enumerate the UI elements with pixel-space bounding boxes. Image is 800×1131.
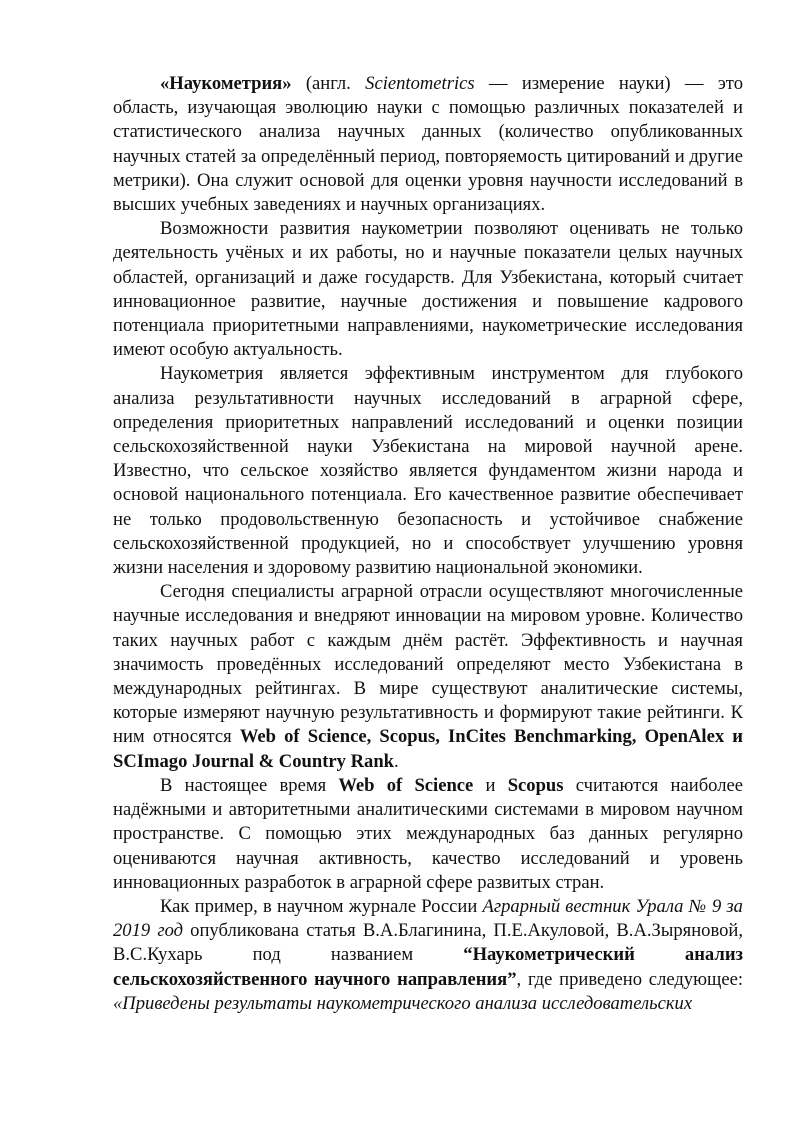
wos-scopus-lead: В настоящее время: [160, 774, 339, 796]
analytical-systems-intro: Сегодня специалисты аграрной отрасли осуществляют многочисленные научные исследования и внедряют инновации на мировом уровне. Количество таких научных работ с каждым днём растёт. Эффективность и научная значимость проведённых исследований определяют место Узбекистана в международных рейтингах. В мире существуют аналитические системы, которые измеряют научную результативность и формируют такие рейтинги. К ним относятся: [113, 581, 743, 748]
example-after-title: , где приведено следующее:: [516, 968, 743, 990]
term-scientometrics: «Наукометрия»: [160, 73, 292, 94]
example-authors: опубликована статья В.А.Благинина, П.Е.Акуловой, В.А.Зыряновой, В.С.Кухарь под названием: [113, 920, 743, 966]
paragraph-analytical-systems: [113, 580, 743, 774]
analytical-systems-list: Web of Science, Scopus, InCites Benchmarking, OpenAlex и SCImago Journal & Country Rank: [113, 726, 743, 772]
paragraph-development-opportunities: Возможности развития наукометрии позволяют оценивать не только деятельность учёных и их работы, но и научные показатели целых научных областей, организаций и даже государств. Для Узбекистана, который считает инновационное развитие, научные достижения и повышение кадрового потенциала приоритетными направлениями, наукометрические исследования имеют особую актуальность.: [113, 218, 743, 361]
article-title: “Наукометрический анализ сельскохозяйственного научного направления”: [113, 944, 744, 990]
english-term: Scientometrics: [365, 73, 475, 94]
paragraph-scientometrics-definition: [113, 72, 743, 217]
conjunction-and: и: [473, 774, 508, 796]
journal-name: Аграрный вестник Урала № 9 за 2019 год: [113, 895, 743, 942]
example-lead: Как пример, в научном журнале России: [160, 895, 483, 917]
english-term-intro: (англ.: [291, 73, 366, 94]
document-body: [113, 72, 743, 1016]
paragraph-wos-scopus: [113, 774, 743, 895]
analytical-systems-end: .: [394, 750, 399, 772]
web-of-science-term: Web of Science: [338, 774, 474, 796]
scopus-term: Scopus: [507, 774, 564, 796]
paragraph-example-article: [113, 895, 743, 1016]
definition-text: — измерение науки) — это область, изучающая эволюцию науки с помощью различных показателей и статистического анализа научных данных (количество опубликованных научных статей за определённый период, повторяемость цитирований и другие метрики). Она служит основой для оценки уровня научности исследований в высших учебных заведениях и научных организациях.: [113, 73, 743, 216]
article-quote: «Приведены результаты наукометрического анализа исследовательских: [113, 992, 693, 1014]
paragraph-agrarian-sphere: Наукометрия является эффективным инструментом для глубокого анализа результативности научных исследований в аграрной сфере, определения приоритетных направлений исследований и оценки позиции сельскохозяйственной науки Узбекистана на мировой научной арене. Известно, что сельское хозяйство является фундаментом жизни народа и основой национального потенциала. Его качественное развитие обеспечивает не только продовольственную безопасность и устойчивое снабжение сельскохозяйственной продукцией, но и способствует улучшению уровня жизни населения и здоровому развитию национальной экономики.: [113, 363, 743, 579]
wos-scopus-rest: считаются наиболее надёжными и авторитетными аналитическими системами в мировом научном пространстве. С помощью этих международных баз данных регулярно оцениваются научная активность, качество исследований и уровень инновационных разработок в аграрной сфере развитых стран.: [113, 774, 743, 893]
